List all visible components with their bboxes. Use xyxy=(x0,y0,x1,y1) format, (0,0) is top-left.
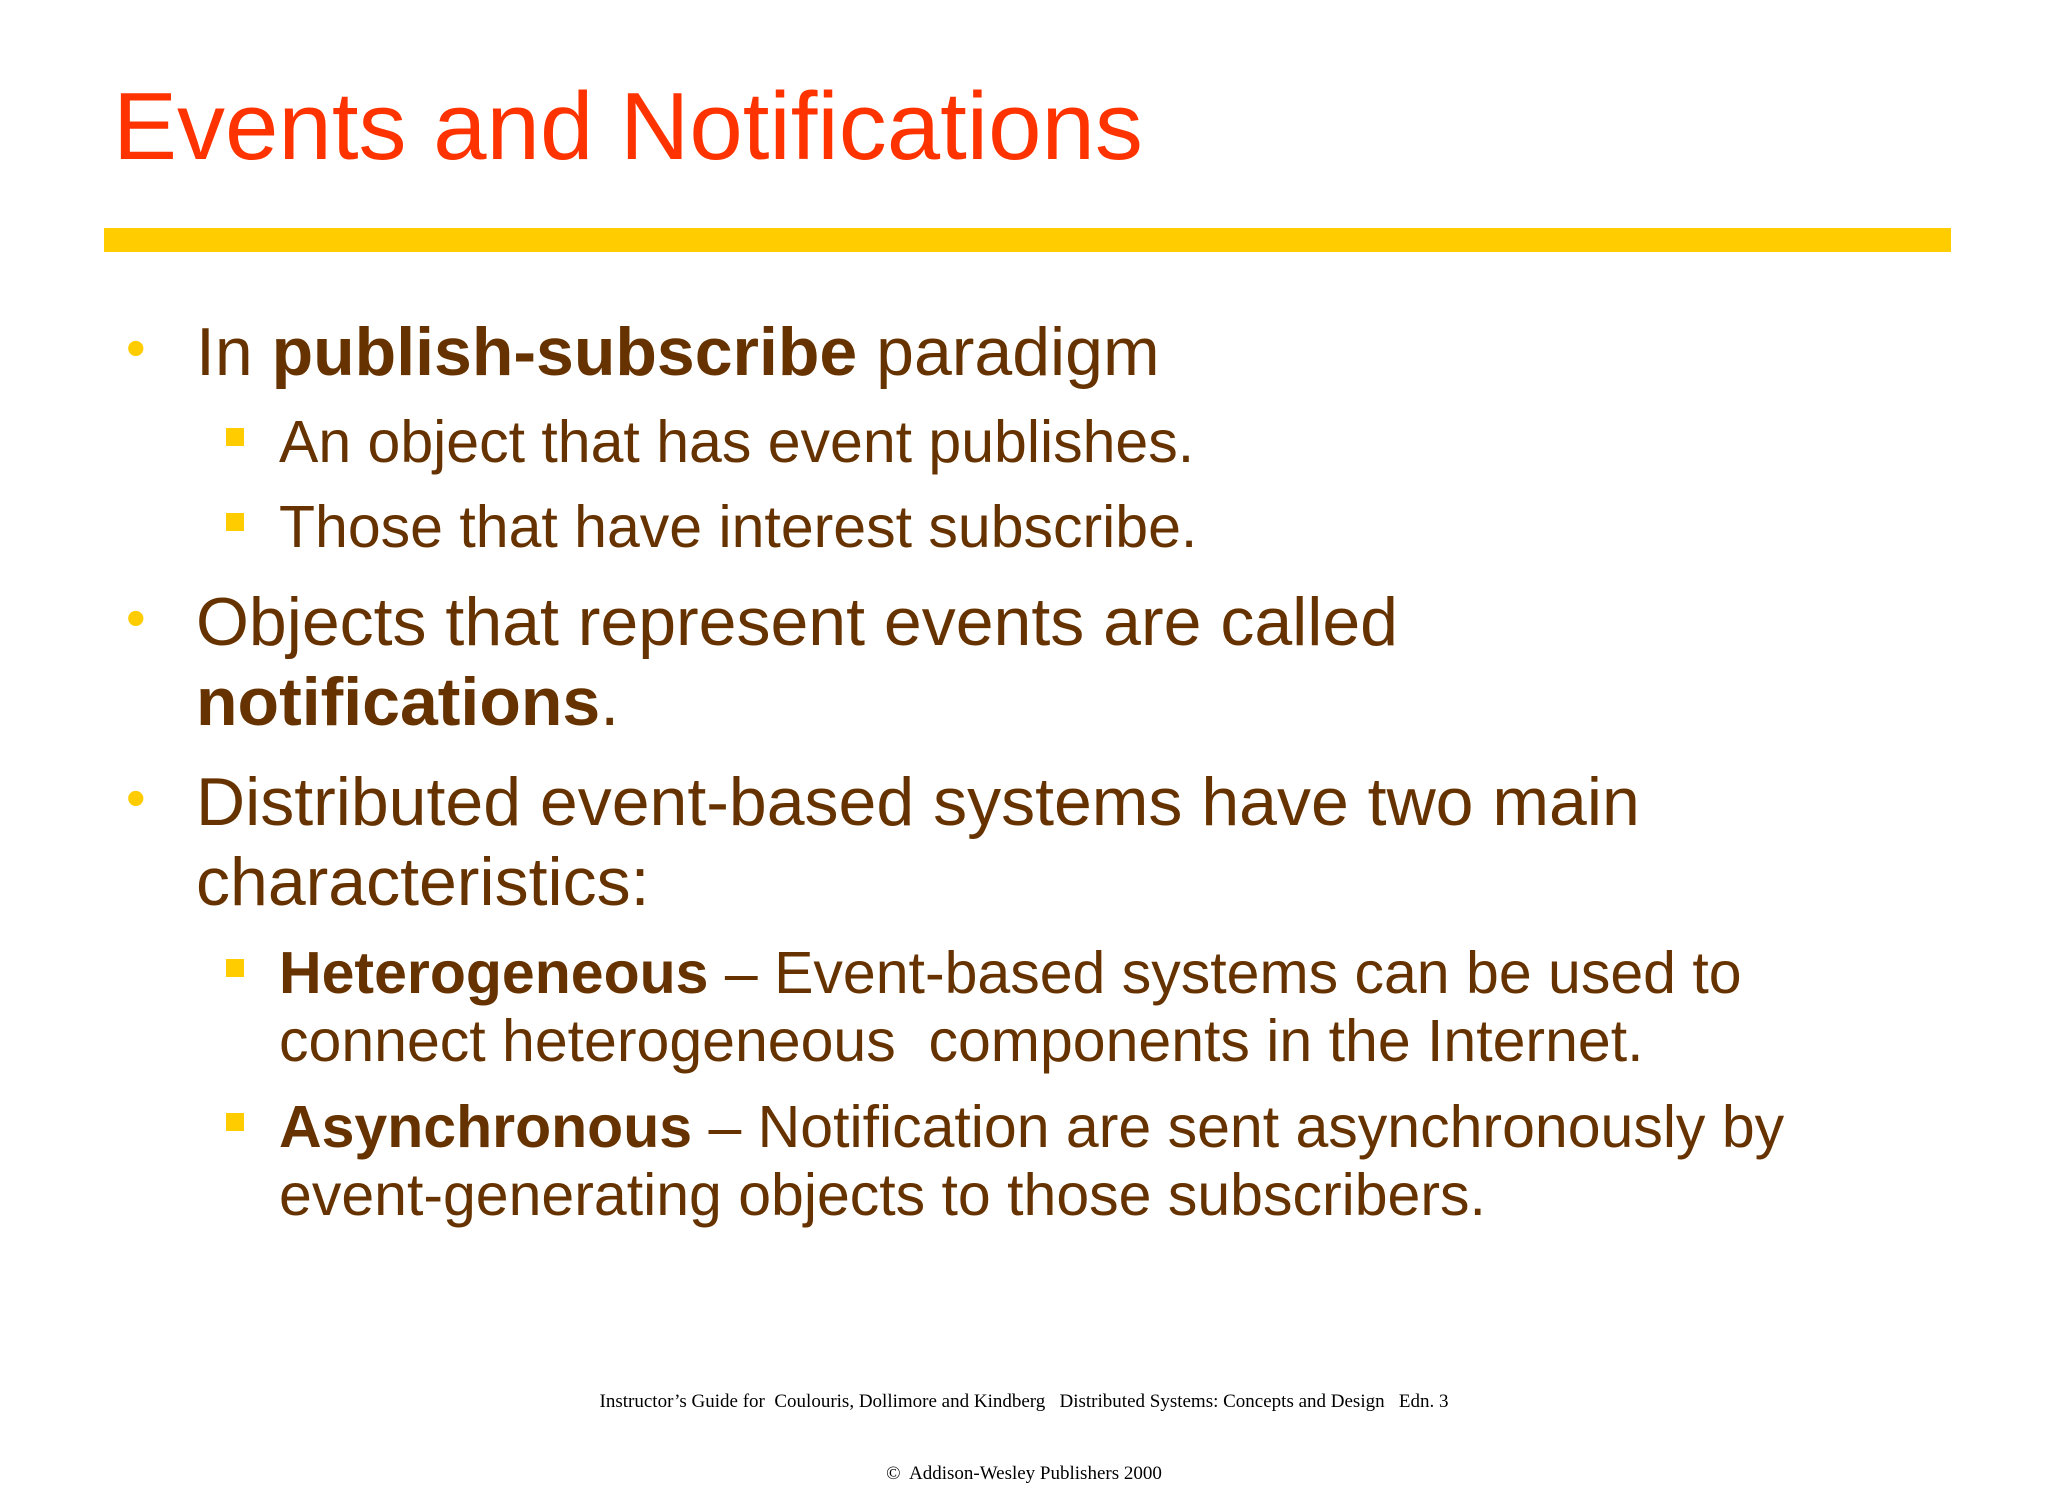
sub-bullet-text: An object that has event publishes. xyxy=(279,409,1195,475)
bullet-characteristics xyxy=(126,762,1956,922)
sub-bullet-subscribe xyxy=(279,493,1979,561)
bullet-text-line1: Distributed event-based systems have two main xyxy=(196,764,1640,840)
bullet-dot-icon: • xyxy=(126,586,146,649)
sub-bullet-text-line1: – Event-based systems can be used to xyxy=(708,940,1742,1006)
bullet-notifications xyxy=(126,582,1956,742)
bullet-text-post: . xyxy=(600,664,620,740)
bullet-publish-subscribe xyxy=(126,312,1956,392)
bullet-text-post: paradigm xyxy=(857,314,1160,390)
sub-bullet-heterogeneous xyxy=(279,939,1979,1075)
square-bullet-icon xyxy=(226,513,244,531)
sub-bullet-text-line2: event-generating objects to those subscribers. xyxy=(279,1162,1486,1228)
bullet-text-line2: characteristics: xyxy=(196,844,650,920)
bullet-text-bold: notifications xyxy=(196,664,601,740)
bullet-text-pre: In xyxy=(196,314,272,390)
bullet-dot-icon: • xyxy=(126,316,146,379)
slide-footer xyxy=(0,1342,2048,1510)
bullet-text-line1: Objects that represent events are called xyxy=(196,584,1398,660)
slide-title: Events and Notifications xyxy=(113,73,1143,180)
square-bullet-icon xyxy=(226,428,244,446)
sub-bullet-text-line1: – Notification are sent asynchronously by xyxy=(692,1094,1785,1160)
bullet-text-bold: publish-subscribe xyxy=(271,314,858,390)
sub-bullet-publishes xyxy=(279,408,1979,476)
footer-copyright: © Addison-Wesley Publishers 2000 xyxy=(886,1463,1162,1484)
sub-bullet-text: Those that have interest subscribe. xyxy=(279,494,1198,560)
square-bullet-icon xyxy=(226,1113,244,1131)
footer-citation: Instructor’s Guide for Coulouris, Dollimore and Kindberg Distributed Systems: Concepts and Design Edn. 3 xyxy=(599,1391,1449,1412)
sub-bullet-term: Asynchronous xyxy=(279,1094,693,1160)
sub-bullet-term: Heterogeneous xyxy=(279,940,709,1006)
sub-bullet-text-line2: connect heterogeneous components in the Internet. xyxy=(279,1008,1644,1074)
bullet-dot-icon: • xyxy=(126,766,146,829)
square-bullet-icon xyxy=(226,959,244,977)
title-divider xyxy=(104,228,1951,252)
sub-bullet-asynchronous xyxy=(279,1093,1979,1229)
